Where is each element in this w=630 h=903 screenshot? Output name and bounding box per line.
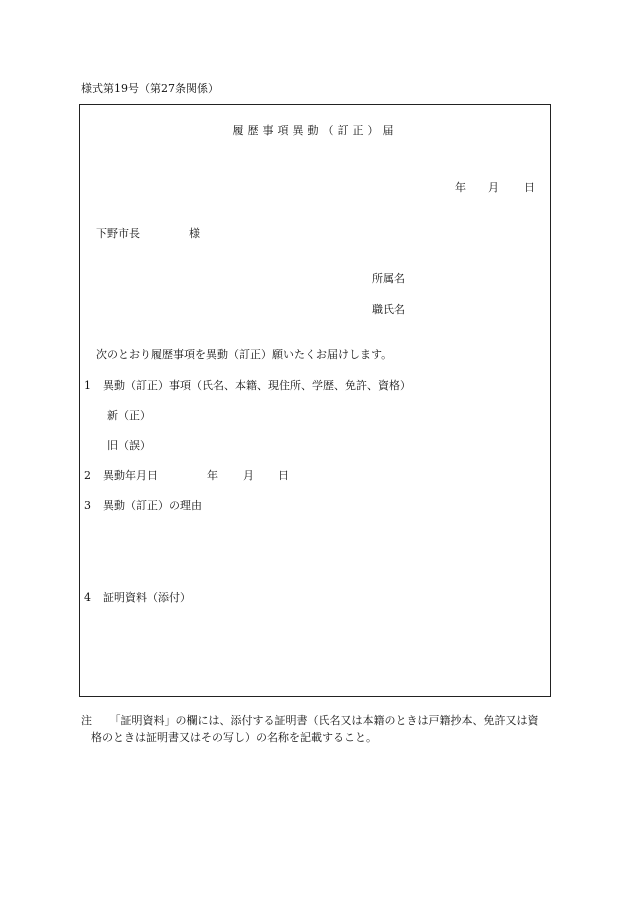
intro-text: 次のとおり履歴事項を異動（訂正）願いたくお届けします。 <box>96 348 393 361</box>
date-year-label: 年 <box>455 181 466 194</box>
old-value-label: 旧（誤） <box>107 439 151 452</box>
item-3-label: 異動（訂正）の理由 <box>103 499 202 512</box>
document-title: 履歴事項異動（訂正）届 <box>232 124 398 137</box>
item-3-number: 3 <box>84 499 91 512</box>
form-number-label: 様式第19号（第27条関係） <box>81 82 219 95</box>
new-value-label: 新（正） <box>107 409 151 422</box>
addressee-name: 下野市長 <box>96 227 140 240</box>
item-1-label: 異動（訂正）事項（氏名、本籍、現住所、学歴、免許、資格） <box>103 379 411 392</box>
change-date-year: 年 <box>207 469 218 482</box>
footnote-line-2: 格のときは証明書又はその写し）の名称を記載すること。 <box>91 731 377 744</box>
footnote-text-1: 「証明資料」の欄には、添付する証明書（氏名又は本籍のときは戸籍抄本、免許又は資 <box>109 714 539 727</box>
staff-name-label: 職氏名 <box>372 303 405 316</box>
date-month-label: 月 <box>488 181 499 194</box>
change-date-month: 月 <box>243 469 254 482</box>
item-2-number: 2 <box>84 469 91 482</box>
change-date-day: 日 <box>278 469 289 482</box>
date-day-label: 日 <box>524 181 535 194</box>
footnote <box>81 712 561 746</box>
item-1-number: 1 <box>84 379 91 392</box>
form-frame <box>79 104 551 697</box>
footnote-marker: 注 <box>81 714 92 727</box>
footnote-line-1 <box>81 712 561 729</box>
item-4-number: 4 <box>84 591 91 604</box>
addressee-honorific: 様 <box>189 227 200 240</box>
affiliation-label: 所属名 <box>372 272 405 285</box>
item-4-label: 証明資料（添付） <box>103 591 191 604</box>
item-2-label: 異動年月日 <box>103 469 158 482</box>
